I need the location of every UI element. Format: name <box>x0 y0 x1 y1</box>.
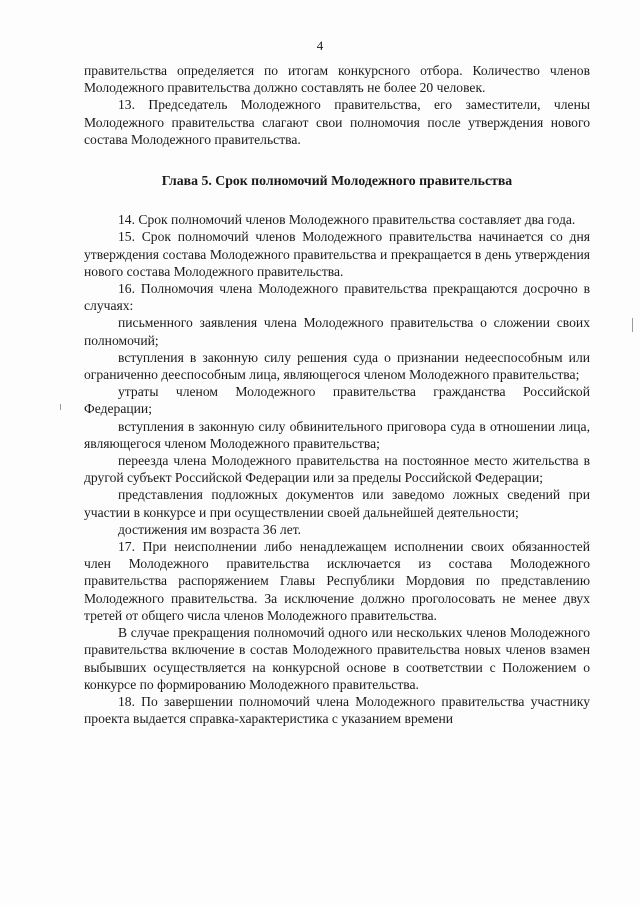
paragraph-18: 18. По завершении полномочий члена Молодежного правительства участнику проекта выдается справка-характеристика с указанием времени <box>84 693 590 727</box>
continuation-paragraph: правительства определяется по итогам конкурсного отбора. Количество членов Молодежного правительства должно составлять не более 20 человек. <box>84 63 590 96</box>
paragraph-16-item-6: представления подложных документов или заведомо ложных сведений при участии в конкурсе и при осуществлении своей дальнейшей деятельности; <box>84 487 590 520</box>
paragraph-16-item-7: достижения им возраста 36 лет. <box>118 521 302 537</box>
paragraph-16-item-3: утраты членом Молодежного правительства гражданства Российской Федерации; <box>84 384 590 417</box>
paragraph-15: 15. Срок полномочий членов Молодежного правительства начинается со дня утверждения состава Молодежного правительства и прекращается в день утверждения нового состава Молодежного правительства. <box>84 229 590 279</box>
chapter-heading: Глава 5. Срок полномочий Молодежного правительства <box>161 173 513 189</box>
paragraph-16-item-5: переезда члена Молодежного правительства на постоянное место жительства в другой субъект Российской Федерации или за пределы Российской Федерации; <box>84 453 590 486</box>
paragraph-16-item-2: вступления в законную силу решения суда о признании недееспособным или ограниченно дееспособным лица, являющегося членом Молодежного правительства; <box>84 349 590 383</box>
paragraph-17-continued: В случае прекращения полномочий одного или нескольких членов Молодежного правительства включение в состав Молодежного правительства новых членов взамен выбывших осуществляется на конкурсной основе в соответствии с Положением о конкурсе по формированию Молодежного правительства. <box>84 625 590 692</box>
paragraph-16-item-1: письменного заявления члена Молодежного правительства о сложении своих полномочий; <box>84 315 590 348</box>
paragraph-13: 13. Председатель Молодежного правительства, его заместители, члены Молодежного правительства слагают свои полномочия после утверждения нового состава Молодежного правительства. <box>84 97 590 147</box>
paragraph-16: 16. Полномочия члена Молодежного правительства прекращаются досрочно в случаях: <box>84 281 590 314</box>
scan-artifact-mark <box>632 318 633 332</box>
scan-artifact-mark <box>60 404 61 410</box>
page-number: 4 <box>316 38 324 53</box>
document-body <box>84 62 590 727</box>
paragraph-17: 17. При неисполнении либо ненадлежащем исполнении своих обязанностей член Молодежного правительства исключается из состава Молодежного правительства распоряжением Главы Республики Мордовия по представлению Молодежного правительства. За исключение должно проголосовать не менее двух третей от общего числа членов Молодежного правительства. <box>84 539 590 623</box>
paragraph-16-item-4: вступления в законную силу обвинительного приговора суда в отношении лица, являющегося членом Молодежного правительства; <box>84 418 590 451</box>
paragraph-14: 14. Срок полномочий членов Молодежного правительства составляет два года. <box>118 212 576 228</box>
